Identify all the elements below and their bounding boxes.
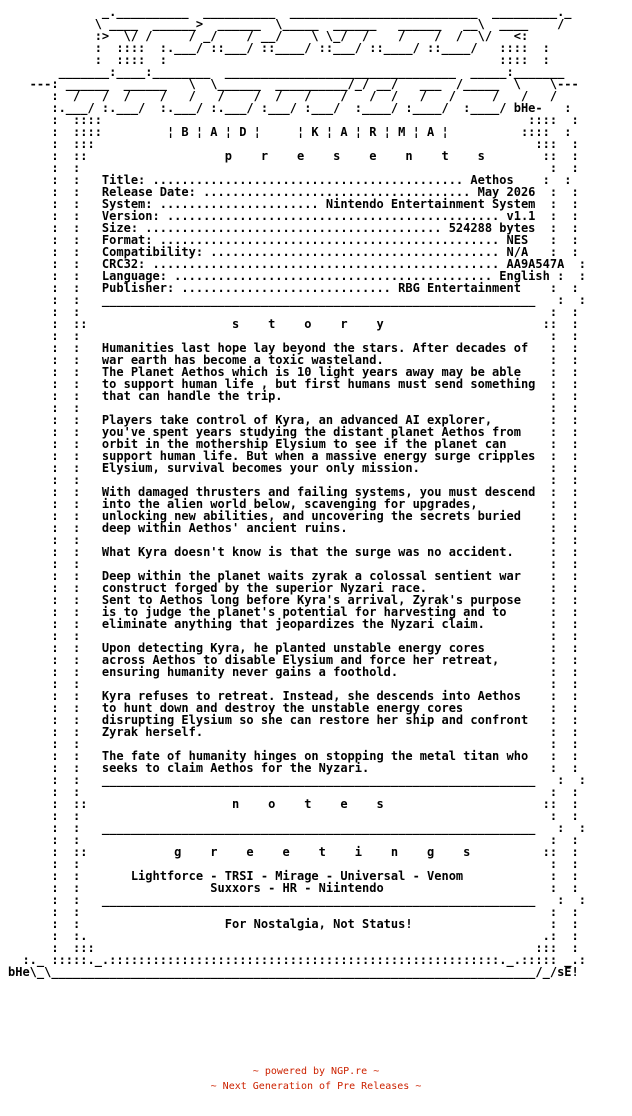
nfo-line: : :::: :.___/ ::___/ ::____/ ::___/ ::____/ ::____/ :::: : [8, 41, 550, 55]
nfo-line: : : : : [8, 905, 579, 919]
nfo-line: : : eliminate anything that jeopardizes the Nyzari claim. : : [8, 617, 579, 631]
nfo-line: : : construct forged by the superior Nyzari race. : : [8, 581, 579, 595]
nfo-line: :._ :::::._.::::::::::::::::::::::::::::::::::::::::::::::::::::::._.::::: _.: [8, 953, 586, 967]
nfo-line: : : Zyrak herself. : : [8, 725, 579, 739]
nfo-line: : : seeks to claim Aethos for the Nyzari. : : [8, 761, 579, 775]
nfo-line: : : ____________________________________________________________ : : [8, 821, 586, 835]
nfo-line: :> \/ / / _/ / __/ \ \_/ / / / / \/ <: [8, 29, 529, 43]
nfo-line: : : you've spent years studying the distant planet Aethos from : : [8, 425, 579, 439]
nfo-line: : : Format: ............................................... NES : : [8, 233, 579, 247]
nfo-line: : : Size: ......................................... 524288 bytes : : [8, 221, 579, 235]
nfo-line: : :: n o t e s :: : [8, 797, 579, 811]
nfo-line: : : : : [8, 809, 579, 823]
nfo-line: : : Release Date: ..................................... May 2026 : : [8, 185, 579, 199]
nfo-line: : : The Planet Aethos which is 10 light years away may be able : : [8, 365, 579, 379]
nfo-line: : : ____________________________________________________________ : : [8, 293, 586, 307]
nfo-line: ---: ______ ______ \ \______ __________/_/ __/ ___ /_____ \ \--- [8, 77, 579, 91]
nfo-line: : :. .: : [8, 929, 579, 943]
nfo-line: : : is to judge the planet's potential for harvesting and to : : [8, 605, 579, 619]
nfo-line: _.__________ __________ __________________________ _________._ [8, 5, 572, 19]
nfo-line: : : : : [8, 785, 579, 799]
nfo-line: : / / / / / / / / / / / / / / / / / [8, 89, 558, 103]
nfo-line: : : Publisher: ............................. RBG Entertainment : : [8, 281, 579, 295]
nfo-line: : : : : [8, 557, 579, 571]
nfo-line: : : to support human life , but first humans must send something : : [8, 377, 579, 391]
nfo-line: : : : : [8, 329, 579, 343]
nfo-line: : : ____________________________________________________________ : : [8, 773, 586, 787]
nfo-line: : : : : [8, 401, 579, 415]
nfo-line: : : : : [8, 737, 579, 751]
nfo-line: : : System: ...................... Nintendo Entertainment System : : [8, 197, 579, 211]
nfo-line: : : that can handle the trip. : : [8, 389, 579, 403]
nfo-line: : : support human life. But when a massive energy surge cripples : : [8, 449, 579, 463]
nfo-line: : : ____________________________________________________________ : : [8, 893, 586, 907]
nfo-line: _______:____:________ ________________________________ _____:_______ [8, 65, 565, 79]
nfo-line: : : Title: ........................................... Aethos : : [8, 173, 572, 187]
nfo-line: : : into the alien world below, scavenging for upgrades, : : [8, 497, 579, 511]
nfo-line: : : to hunt down and destroy the unstable energy cores : : [8, 701, 579, 715]
nfo-line: : : Version: .............................................. v1.1 : : [8, 209, 579, 223]
nfo-line: : : war earth has become a toxic wasteland. : : [8, 353, 579, 367]
nfo-line: : : Kyra refuses to retreat. Instead, she descends into Aethos : : [8, 689, 579, 703]
nfo-line: : :::: ¦ B ¦ A ¦ D ¦ ¦ K ¦ A ¦ R ¦ M ¦ A ¦ :::: : [8, 125, 572, 139]
nfo-line: : : Players take control of Kyra, an advanced AI explorer, : : [8, 413, 579, 427]
nfo-line: : : ensuring humanity never gains a foothold. : : [8, 665, 579, 679]
nfo-line: : :: g r e e t i n g s :: : [8, 845, 579, 859]
footer [0, 1064, 632, 1094]
nfo-line: :.___/ :.___/ :.___/ :.___/ :___/ :___/ :____/ :____/ :____/ bHe- : [8, 101, 572, 115]
nfo-line: : : For Nostalgia, Not Status! : : [8, 917, 579, 931]
footer-tagline: ~ Next Generation of Pre Releases ~ [210, 1081, 422, 1092]
nfo-line: \ ____ ______> ______ \_____ ______ ______ __\ ____ / [8, 17, 565, 31]
nfo-line: : : With damaged thrusters and failing systems, you must descend : : [8, 485, 579, 499]
nfo-line: : : The fate of humanity hinges on stopping the metal titan who : : [8, 749, 579, 763]
nfo-line: : : : : [8, 161, 579, 175]
nfo-line: : : : : [8, 305, 579, 319]
nfo-line: : : deep within Aethos' ancient ruins. : : [8, 521, 579, 535]
nfo-line: : :::: :::: : [8, 113, 579, 127]
nfo-line: : :::: : :::: : [8, 53, 550, 67]
nfo-line: : :: p r e s e n t s :: : [8, 149, 579, 163]
nfo-line: : : : : [8, 677, 579, 691]
nfo-line: : : disrupting Elysium so she can restore her ship and confront : : [8, 713, 579, 727]
nfo-line: : : Deep within the planet waits zyrak a colossal sentient war : : [8, 569, 579, 583]
nfo-line: : : Compatibility: ........................................ N/A : : [8, 245, 579, 259]
nfo-line: : : Humanities last hope lay beyond the stars. After decades of : : [8, 341, 579, 355]
nfo-line: : : Elysium, survival becomes your only mission. : : [8, 461, 579, 475]
nfo-line: : ::: ::: : [8, 941, 579, 955]
nfo-line: : : Language: ............................................ English : : [8, 269, 586, 283]
nfo-line: : : : : [8, 629, 579, 643]
nfo-line: : ::: ::: : [8, 137, 579, 151]
nfo-line: : : Lightforce - TRSI - Mirage - Universal - Venom : : [8, 869, 579, 883]
nfo-line: : : What Kyra doesn't know is that the surge was no accident. : : [8, 545, 579, 559]
nfo-line: : : unlocking new abilities, and uncovering the secrets buried : : [8, 509, 579, 523]
nfo-line: bHe\_\___________________________________________________________________/_/sE! [8, 965, 579, 979]
nfo-line: : : : : [8, 533, 579, 547]
footer-powered-by: ~ powered by NGP.re ~ [252, 1066, 380, 1077]
nfo-line: : : : : [8, 833, 579, 847]
nfo-line: : : CRC32: ................................................ AA9A547A : [8, 257, 586, 271]
nfo-line: : : Suxxors - HR - Niintendo : : [8, 881, 579, 895]
nfo-line: : : across Aethos to disable Elysium and force her retreat, : : [8, 653, 579, 667]
nfo-line: : : Sent to Aethos long before Kyra's arrival, Zyrak's purpose : : [8, 593, 579, 607]
nfo-line: : : orbit in the mothership Elysium to see if the planet can : : [8, 437, 579, 451]
nfo-line: : : : : [8, 473, 579, 487]
nfo-text [8, 6, 586, 978]
nfo-line: : : Upon detecting Kyra, he planted unstable energy cores : : [8, 641, 579, 655]
nfo-line: : :: s t o r y :: : [8, 317, 579, 331]
nfo-line: : : : : [8, 857, 579, 871]
